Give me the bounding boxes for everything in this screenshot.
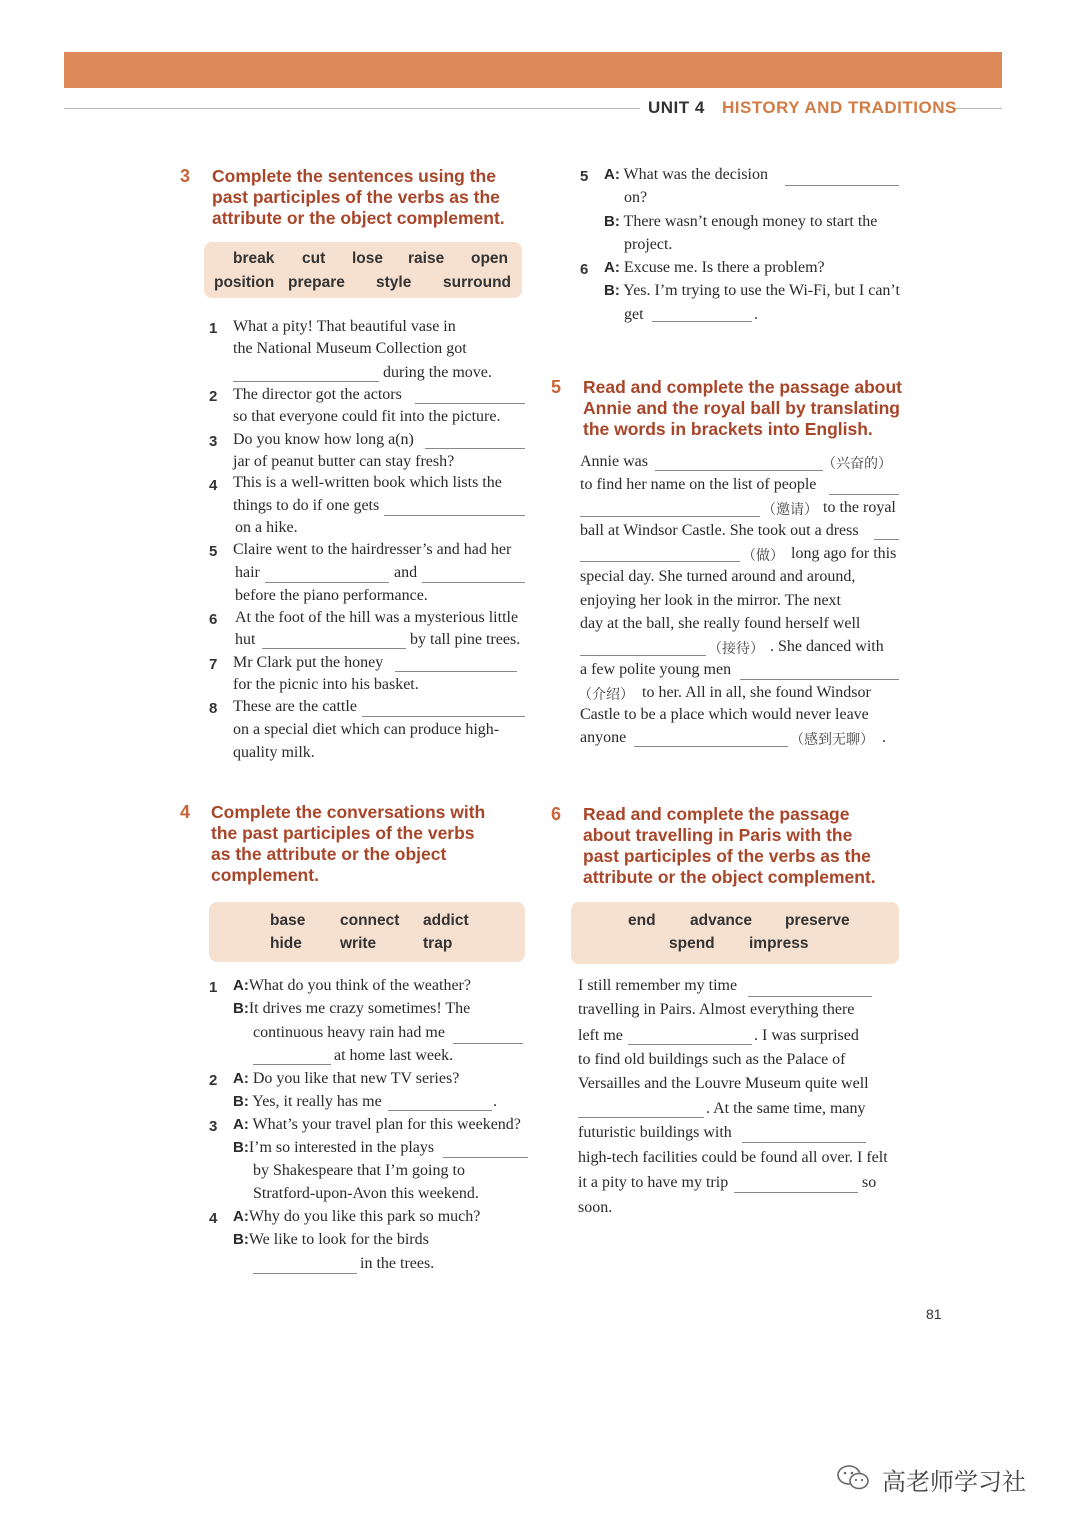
word-hide: hide — [270, 935, 302, 952]
passage-text: Versailles and the Louvre Museum quite well — [578, 1075, 869, 1092]
passage-text: a few polite young men — [580, 661, 732, 678]
item-number: 6 — [209, 611, 218, 628]
item-text: in the trees. — [360, 1255, 435, 1272]
word-lose: lose — [352, 250, 384, 267]
speaker-a-line — [604, 166, 768, 184]
page-number: 81 — [926, 1306, 942, 1322]
speaker-a-line — [604, 259, 825, 277]
word-connect: connect — [340, 912, 400, 929]
answer-blank[interactable] — [634, 746, 788, 747]
word-raise: raise — [408, 250, 445, 267]
speaker-a: A: — [604, 259, 620, 276]
speaker-a: A: — [233, 977, 249, 994]
item-number: 7 — [209, 656, 218, 673]
section-5-title: Read and complete the passage about Annie and the royal ball by translating the words in brackets into English. — [583, 377, 902, 439]
answer-blank[interactable] — [740, 679, 899, 680]
item-number: 4 — [209, 1210, 218, 1227]
word-trap: trap — [423, 935, 453, 952]
passage-text: ball at Windsor Castle. She took out a dress — [580, 522, 859, 539]
answer-blank[interactable] — [443, 1157, 528, 1158]
passage-text: to find old buildings such as the Palace of — [578, 1051, 846, 1068]
item-text: Yes. I’m trying to use the Wi-Fi, but I can’t — [623, 282, 900, 299]
item-text: quality milk. — [233, 744, 315, 761]
word-end: end — [628, 912, 656, 929]
speaker-b-line — [604, 213, 877, 231]
unit-label: UNIT 4 — [648, 98, 705, 117]
chinese-hint: （感到无聊） — [790, 733, 874, 748]
watermark-text: 高老师学习社 — [882, 1468, 1026, 1496]
speaker-b-line — [233, 1000, 470, 1018]
word-advance: advance — [690, 912, 753, 929]
passage-text: high-tech facilities could be found all over. I felt — [578, 1149, 888, 1166]
item-number: 6 — [580, 261, 589, 278]
item-text: These are the cattle — [233, 698, 357, 715]
word-prepare: prepare — [288, 274, 345, 291]
chinese-hint: （接待） — [708, 642, 764, 657]
item-text: hut — [235, 631, 256, 648]
passage-text: special day. She turned around and around, — [580, 568, 856, 585]
chinese-hint: （做） — [742, 549, 784, 564]
word-open: open — [471, 250, 509, 267]
passage-text: it a pity to have my trip — [578, 1174, 729, 1191]
item-text: on a hike. — [235, 519, 298, 536]
speaker-b: B: — [233, 1139, 249, 1156]
passage-text: anyone — [580, 729, 627, 746]
section-3-title: Complete the sentences using the past participles of the verbs as the attribute or the object complement. — [212, 166, 505, 228]
item-text: by tall pine trees. — [410, 631, 521, 648]
item-text: . — [754, 306, 758, 323]
item-number: 5 — [580, 168, 589, 185]
answer-blank[interactable] — [415, 403, 525, 404]
passage-text: enjoying her look in the mirror. The next — [580, 592, 841, 609]
item-text: things to do if one gets — [233, 497, 380, 514]
answer-blank[interactable] — [829, 494, 899, 495]
item-number: 8 — [209, 700, 218, 717]
item-text: There wasn’t enough money to start the — [623, 213, 878, 230]
item-text: the National Museum Collection got — [233, 340, 467, 357]
item-text: so that everyone could fit into the picture. — [233, 408, 501, 425]
word-spend: spend — [669, 935, 715, 952]
item-text: and — [394, 564, 418, 581]
speaker-a: A: — [233, 1116, 249, 1133]
unit-title: HISTORY AND TRADITIONS — [722, 98, 957, 117]
passage-text: to the royal — [823, 499, 896, 516]
section-6-title: Read and complete the passage about travelling in Paris with the past participles of the verbs as the attribute or the object complement. — [583, 804, 876, 887]
answer-blank[interactable] — [748, 996, 872, 997]
item-text: on a special diet which can produce high- — [233, 721, 500, 738]
speaker-a-line — [233, 1208, 480, 1226]
speaker-a-line — [233, 1116, 521, 1134]
item-text: Mr Clark put the honey — [233, 654, 384, 671]
passage-text: long ago for this — [791, 545, 897, 562]
item-text: Claire went to the hairdresser’s and had her — [233, 541, 512, 558]
word-preserve: preserve — [785, 912, 850, 929]
passage-text: Castle to be a place which would never leave — [580, 706, 869, 723]
answer-blank[interactable] — [265, 582, 389, 583]
section-6-number: 6 — [551, 804, 562, 824]
word-break: break — [233, 250, 275, 267]
item-number: 3 — [209, 1118, 218, 1135]
answer-blank[interactable] — [580, 655, 706, 656]
answer-blank[interactable] — [655, 470, 823, 471]
item-text: Do you like that new TV series? — [252, 1070, 460, 1087]
item-text: by Shakespeare that I’m going to — [253, 1162, 465, 1179]
item-number: 2 — [209, 1072, 218, 1089]
item-text: Excuse me. Is there a problem? — [623, 259, 825, 276]
speaker-a-line — [233, 977, 471, 995]
answer-blank[interactable] — [453, 1043, 523, 1044]
item-text: for the picnic into his basket. — [233, 676, 419, 693]
item-text: What’s your travel plan for this weekend? — [252, 1116, 521, 1133]
answer-blank[interactable] — [785, 185, 899, 186]
passage-text: . I was surprised — [754, 1027, 859, 1044]
section-4-title: Complete the conversations with the past participles of the verbs as the attribute or the object complement. — [211, 802, 486, 885]
answer-blank[interactable] — [388, 1110, 492, 1111]
word-base: base — [270, 912, 306, 929]
speaker-b: B: — [233, 1000, 249, 1017]
item-text: . — [493, 1093, 497, 1110]
answer-blank[interactable] — [578, 1117, 704, 1118]
answer-blank[interactable] — [742, 1142, 866, 1143]
speaker-b: B: — [233, 1231, 249, 1248]
item-text: What a pity! That beautiful vase in — [233, 318, 456, 335]
item-text: continuous heavy rain had me — [253, 1024, 445, 1041]
item-text: before the piano performance. — [235, 587, 428, 604]
answer-blank[interactable] — [253, 1273, 357, 1274]
item-text: I’m so interested in the plays — [248, 1139, 435, 1156]
speaker-a-line — [233, 1070, 459, 1088]
item-text: What was the decision — [623, 166, 768, 183]
item-text: At the foot of the hill was a mysterious little — [235, 609, 519, 626]
answer-blank[interactable] — [422, 582, 525, 583]
passage-text: travelling in Pairs. Almost everything there — [578, 1001, 855, 1018]
word-cut: cut — [302, 250, 326, 267]
speaker-a: A: — [233, 1070, 249, 1087]
item-text: We like to look for the birds — [248, 1231, 429, 1248]
answer-blank[interactable] — [262, 648, 406, 649]
passage-text: . She danced with — [770, 638, 884, 655]
item-text: get — [624, 306, 644, 323]
answer-blank[interactable] — [395, 671, 517, 672]
item-text: during the move. — [383, 364, 492, 381]
item-text: hair — [235, 564, 260, 581]
answer-blank[interactable] — [362, 716, 525, 717]
passage-text: to find her name on the list of people — [580, 476, 817, 493]
item-text: This is a well-written book which lists the — [233, 474, 502, 491]
speaker-a: A: — [604, 166, 620, 183]
speaker-a: A: — [233, 1208, 249, 1225]
section-3-number: 3 — [180, 166, 191, 186]
answer-blank[interactable] — [874, 539, 899, 540]
word-impress: impress — [749, 935, 809, 952]
word-surround: surround — [443, 274, 512, 291]
answer-blank[interactable] — [652, 321, 752, 322]
item-text: Yes, it really has me — [252, 1093, 382, 1110]
chinese-hint: （介绍） — [578, 688, 634, 703]
item-text: jar of peanut butter can stay fresh? — [233, 453, 455, 470]
passage-text: . At the same time, many — [706, 1100, 866, 1117]
passage-text: left me — [578, 1027, 623, 1044]
passage-text: futuristic buildings with — [578, 1124, 732, 1141]
item-number: 4 — [209, 477, 218, 494]
section-5-number: 5 — [551, 377, 562, 397]
item-text: What do you think of the weather? — [248, 977, 471, 994]
answer-blank[interactable] — [233, 381, 379, 382]
passage-text: soon. — [578, 1199, 613, 1216]
speaker-b-line — [604, 282, 900, 300]
item-number: 3 — [209, 433, 218, 450]
speaker-b: B: — [604, 213, 620, 230]
passage-text: . — [882, 729, 886, 746]
header-rule-left — [64, 108, 640, 109]
item-number: 1 — [209, 979, 218, 996]
answer-blank[interactable] — [253, 1064, 331, 1065]
item-text: Why do you like this park so much? — [248, 1208, 481, 1225]
item-text: The director got the actors — [233, 386, 402, 403]
speaker-b-line — [233, 1231, 429, 1249]
chinese-hint: （兴奋的） — [822, 457, 892, 472]
item-number: 2 — [209, 388, 218, 405]
passage-text: Annie was — [580, 453, 648, 470]
top-color-band — [64, 52, 1002, 88]
item-number: 1 — [209, 320, 218, 337]
passage-text: so — [862, 1174, 877, 1191]
answer-blank[interactable] — [580, 561, 740, 562]
chinese-hint: （邀请） — [762, 503, 818, 518]
speaker-b-line — [233, 1139, 434, 1157]
header-rule-right — [952, 108, 1002, 109]
item-number: 5 — [209, 543, 218, 560]
word-write: write — [340, 935, 377, 952]
word-addict: addict — [423, 912, 469, 929]
answer-blank[interactable] — [734, 1192, 858, 1193]
answer-blank[interactable] — [628, 1044, 752, 1045]
word-position: position — [214, 274, 275, 291]
item-text: Do you know how long a(n) — [233, 431, 414, 448]
speaker-b: B: — [604, 282, 620, 299]
wechat-icon — [836, 1464, 872, 1492]
word-style: style — [376, 274, 412, 291]
speaker-b-line — [233, 1093, 382, 1111]
passage-text: to her. All in all, she found Windsor — [642, 684, 871, 701]
section-4-word-box — [209, 902, 525, 962]
item-text: Stratford-upon-Avon this weekend. — [253, 1185, 479, 1202]
item-text: at home last week. — [334, 1047, 454, 1064]
section-4-number: 4 — [180, 802, 191, 822]
item-text: project. — [624, 236, 673, 253]
answer-blank[interactable] — [580, 516, 760, 517]
passage-text: day at the ball, she really found herself well — [580, 615, 861, 632]
speaker-b: B: — [233, 1093, 249, 1110]
item-text: It drives me crazy sometimes! The — [248, 1000, 471, 1017]
passage-text: I still remember my time — [578, 977, 738, 994]
answer-blank[interactable] — [384, 515, 525, 516]
item-text: on? — [624, 189, 648, 206]
answer-blank[interactable] — [425, 448, 525, 449]
